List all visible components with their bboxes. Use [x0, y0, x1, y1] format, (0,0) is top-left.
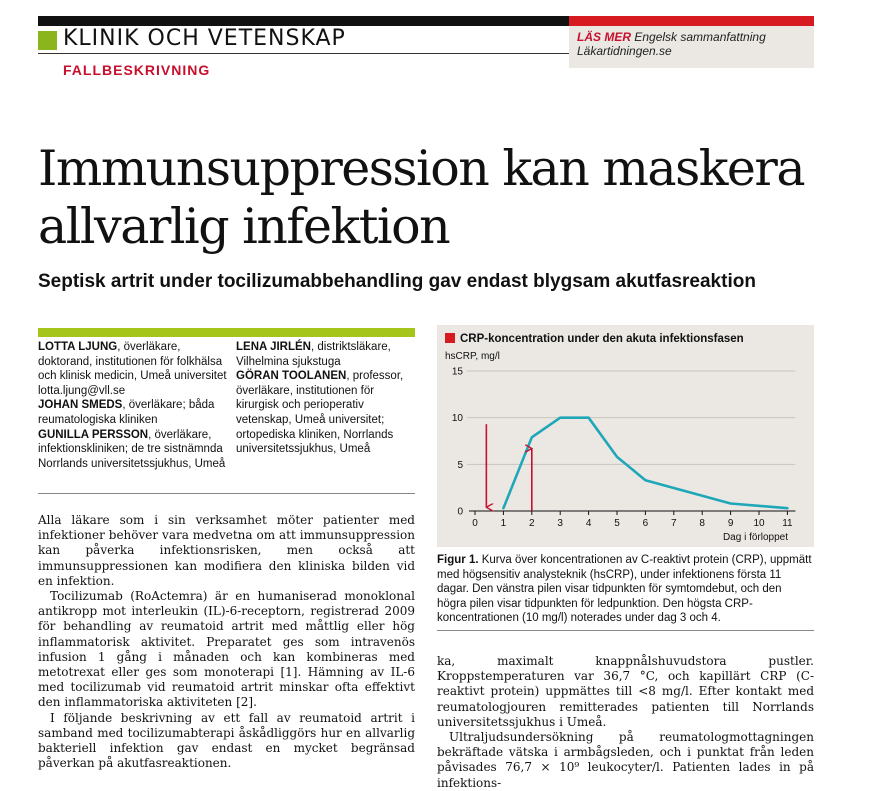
x-tick-label: 4	[585, 518, 592, 529]
author-name: LOTTA LJUNG	[38, 341, 118, 353]
section-title: KLINIK OCH VETENSKAP	[63, 26, 346, 51]
las-mer-link[interactable]: Läkartidningen.se	[577, 44, 672, 58]
x-tick-label: 6	[642, 518, 649, 529]
crp-series-line	[503, 418, 787, 509]
chart-xlabel: Dag i förloppet	[722, 532, 788, 543]
las-mer-label: LÄS MER	[577, 30, 631, 44]
caption-text: Kurva över koncentrationen av C-reaktivt protein (CRP), uppmätt med högsensitiv analysteknik (hsCRP), under infektionens första 11 dagar. Den vänstra pilen visar tidpunkten för symtomdebut, och den högra pilen visar tidpunkten för ledpunktion. Den högsta CRP-koncentrationen (10 mg/l) noterades under dag 3 och 4.	[437, 554, 812, 625]
author-name: JOHAN SMEDS	[38, 399, 123, 412]
chart-title-marker	[445, 333, 455, 343]
author-3	[38, 428, 228, 472]
paragraph-1: Alla läkare som i sin verksamhet möter patienter med infektioner behöver vara medvetna om att immunsuppression kan påverka infektionsrisken, men också att immunsuppressionen kan modifiera den kliniska bilden vid en infektion.	[38, 513, 415, 588]
x-tick-label: 3	[557, 518, 563, 529]
y-tick-label: 10	[451, 413, 463, 425]
author-4	[236, 340, 416, 369]
chart-title: CRP-koncentration under den akuta infektionsfasen	[460, 333, 744, 345]
body-column-right	[437, 654, 814, 791]
author-bar	[38, 328, 415, 337]
x-tick-label: 0	[472, 518, 478, 529]
article-title	[38, 140, 838, 256]
x-tick-label: 5	[614, 518, 620, 529]
author-name: LENA JIRLÉN	[236, 341, 311, 353]
author-5	[236, 369, 416, 457]
las-mer-line1-row	[577, 30, 814, 44]
author-1	[38, 340, 228, 398]
y-tick-label: 5	[457, 459, 463, 471]
x-tick-label: 8	[699, 518, 705, 529]
author-role: , överläkare, infektionskliniken; de tre sistnämnda Norrlands universitetssjukhus, Umeå	[38, 428, 226, 470]
author-name: GUNILLA PERSSON	[38, 428, 149, 441]
caption-label: Figur 1.	[437, 554, 479, 566]
author-2	[38, 398, 228, 427]
author-role: , professor, överläkare, institutionen för kirurgisk och perioperativ vetenskap, Umeå universitet; ortopediska kliniken, Norrlands universitetssjukhus, Umeå	[236, 370, 404, 456]
authors-right	[236, 340, 416, 457]
authors-left	[38, 340, 228, 471]
x-tick-label: 10	[753, 518, 765, 529]
subsection-title: FALLBESKRIVNING	[63, 62, 211, 78]
x-tick-label: 2	[529, 518, 535, 529]
chart-ylabel: hsCRP, mg/l	[445, 351, 500, 362]
author-role: , överläkare, doktorand, institutionen för folkhälsa och klinisk medicin, Umeå universitet lotta.ljung@vll.se	[38, 341, 227, 397]
title-line1: Immunsuppression kan maskera	[38, 140, 805, 197]
paragraph-5: Ultraljudsundersökning på reumatologmottagningen bekräftade vätska i armbågsleden, och i punktat från leden påvisades 76,7 × 10⁹ leukocyter/l. Patienten lades in på infektions-	[437, 730, 814, 790]
las-mer-line1: Engelsk sammanfattning	[634, 30, 766, 44]
section-rule	[38, 53, 569, 54]
author-name: GÖRAN TOOLANEN	[236, 370, 347, 383]
x-tick-label: 7	[671, 518, 677, 529]
paragraph-2: Tocilizumab (RoActemra) är en humaniserad monoklonal antikropp mot interleukin (IL)-6-receptorn, registrerad 2009 för behandling av reumatoid artrit med måttlig eller hög inflammatorisk aktivitet. Preparatet ges som intravenös infusion 1 gång i månaden och kan kombineras med metotrexat eller ges som monoterapi [1]. Hämning av IL-6 med tocilizumab vid reumatoid artrit minskar ofta effektivt den inflammatoriska aktiviteten [2].	[38, 589, 415, 710]
crp-chart	[437, 325, 814, 547]
title-line2: allvarlig infektion	[38, 198, 450, 255]
x-tick-label: 9	[727, 518, 734, 529]
y-tick-label: 0	[457, 506, 463, 518]
body-column-left	[38, 513, 415, 771]
section-marker	[38, 31, 57, 50]
y-tick-label: 15	[451, 366, 463, 378]
caption-rule	[437, 630, 814, 631]
article-subtitle: Septisk artrit under tocilizumabbehandling gav endast blygsam akutfasreaktion	[38, 271, 756, 292]
x-tick-label: 11	[782, 518, 793, 529]
las-mer-redbar	[569, 16, 814, 26]
paragraph-4: ka, maximalt knappnålshuvudstora pustler. Kroppstemperaturen var 36,7 °C, och kapillärt CRP (C-reaktivt protein) uppmättes till <8 mg/l. Efter kontakt med reumatologjouren remitterades patienten till Norrlands universitetssjukhus i Umeå.	[437, 654, 814, 729]
paragraph-3: I följande beskrivning av ett fall av reumatoid artrit i samband med tocilizumabterapi åskådliggörs hur en allvarlig bakteriell infektion gav endast en mycket begränsad påverkan på akutfasreaktionen.	[38, 710, 415, 771]
x-tick-label: 1	[500, 518, 507, 529]
figure-caption	[437, 553, 814, 626]
author-role: , distriktsläkare, Vilhelmina sjukstuga	[236, 341, 391, 368]
author-role: , överläkare; båda reumatologiska kliniken	[38, 399, 215, 426]
author-rule	[38, 493, 415, 494]
